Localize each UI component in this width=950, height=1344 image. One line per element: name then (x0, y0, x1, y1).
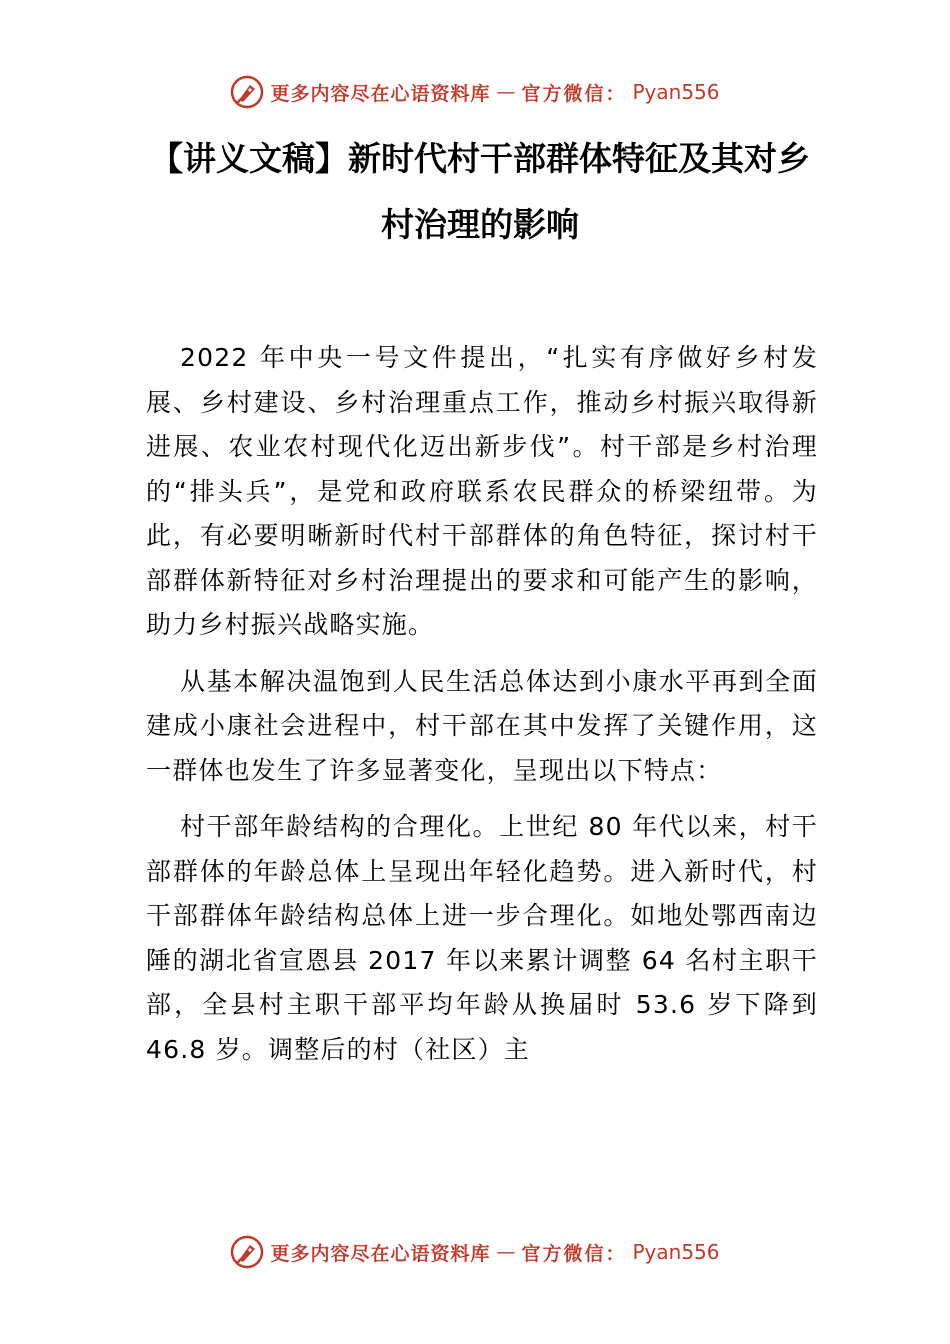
document-title: 【讲义文稿】新时代村干部群体特征及其对乡村治理的影响 (150, 139, 810, 244)
watermark-separator: — (496, 81, 516, 103)
watermark-account: Pyan556 (632, 1240, 720, 1264)
watermark-site-text: 更多内容尽在心语资料库 (270, 82, 491, 105)
watermark-account: Pyan556 (632, 80, 720, 104)
header-watermark (0, 72, 950, 112)
watermark-label: 官方微信： (521, 82, 627, 105)
watermark-site-text: 更多内容尽在心语资料库 (270, 1242, 491, 1265)
pen-nib-logo-icon (230, 75, 264, 109)
watermark-separator: — (496, 1241, 516, 1263)
document-body (146, 336, 818, 1084)
body-paragraph: 从基本解决温饱到人民生活总体达到小康水平再到全面建成小康社会进程中，村干部在其中发挥了关键作用，这一群体也发生了许多显著变化，呈现出以下特点： (146, 666, 818, 785)
footer-watermark (0, 1232, 950, 1272)
pen-nib-logo-icon (230, 1235, 264, 1269)
watermark-label: 官方微信： (521, 1242, 627, 1265)
body-paragraph: 2022 年中央一号文件提出，“扎实有序做好乡村发展、乡村建设、乡村治理重点工作，推动乡村振兴取得新进展、农业农村现代化迈出新步伐”。村干部是乡村治理的“排头兵”，是党和政府联系农民群众的桥梁纽带。为此，有必要明晰新时代村干部群体的角色特征，探讨村干部群体新特征对乡村治理提出的要求和可能产生的影响，助力乡村振兴战略实施。 (146, 343, 818, 639)
body-paragraph: 村干部年龄结构的合理化。上世纪 80 年代以来，村干部群体的年龄总体上呈现出年轻化趋势。进入新时代，村干部群体年龄结构总体上进一步合理化。如地处鄂西南边陲的湖北省宣恩县 2017 年以来累计调整 64 名村主职干部，全县村主职干部平均年龄从换届时 53.6 岁下降到 46.8 岁。调整后的村（社区）主 (146, 812, 818, 1064)
